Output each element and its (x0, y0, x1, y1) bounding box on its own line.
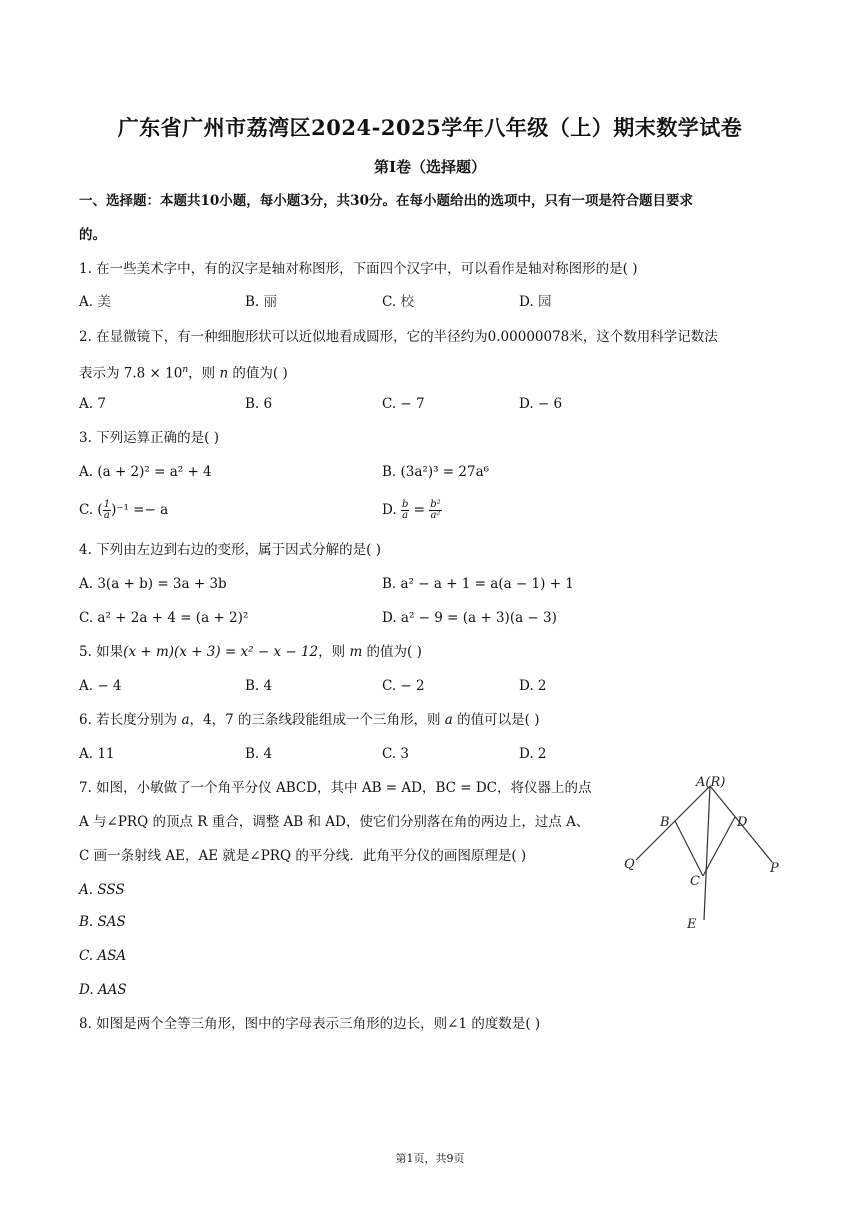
q7-option-d: D. AAS (79, 982, 127, 998)
page-title: 广东省广州市荔湾区2024-2025学年八年级（上）期末数学试卷 (117, 115, 743, 140)
q4-option-d: D. a² − 9 = (a + 3)(a − 3) (382, 610, 557, 626)
q5-option-c: C. − 2 (382, 678, 425, 694)
q1-char-image-c: 校 (400, 294, 414, 310)
q2-stem-line2: 表示为 $7.8 \times 10^n$，则 n 的值为( ) (79, 365, 288, 382)
q3-option-d: D. $\frac{b}{a}$ = $\frac{\text{b²}}{\text{a²}}$ (382, 499, 441, 521)
q3-option-b: B. (3a²)³ = 27a⁶ (382, 464, 490, 480)
q2-option-b: B. 6 (245, 396, 273, 412)
page-footer: 第1页，共9页 (395, 1152, 465, 1165)
section-instruction-line1: 一、选择题：本题共10小题，每小题3分，共30分。在每小题给出的选项中，只有一项是符合题目要求 (79, 193, 693, 209)
ray-rq (636, 786, 710, 860)
q6-option-d: D. 2 (519, 746, 547, 762)
q3-option-a: A. (a + 2)² = a² + 4 (79, 464, 212, 480)
q8-stem: 8. 如图是两个全等三角形，图中的字母表示三角形的边长，则∠1 的度数是( ) (79, 1016, 541, 1032)
label-a-r: A(R) (696, 775, 726, 790)
q1-char-image-d: 园 (537, 294, 552, 310)
q1-option-c: C. 校 (382, 294, 414, 310)
angle-bisector-figure (612, 772, 792, 932)
q2-stem-line1: 2. 在显微镜下，有一种细胞形状可以近似地看成圆形，它的半径约为0.00000078米，这个数用科学记数法 (79, 329, 718, 345)
ray-ae (704, 786, 710, 920)
q2-option-c: C. − 7 (382, 396, 425, 412)
q1-option-a: A. 美 (79, 294, 111, 310)
q7-stem-line1: 7. 如图，小敏做了一个角平分仪 ABCD，其中 AB = AD，BC = DC，将仪器上的点 (79, 780, 592, 796)
q5-stem: 5. 如果(x + m)(x + 3) = x² − x − 12，则 m 的值为( ) (79, 644, 422, 660)
q1-option-d: D. 园 (519, 294, 552, 310)
q7-stem-line3: C 画一条射线 AE，AE 就是∠PRQ 的平分线．此角平分仪的画图原理是( ) (79, 848, 527, 864)
label-p: P (770, 861, 779, 876)
segment-bc (675, 821, 703, 876)
q1-option-b: B. 丽 (245, 294, 278, 310)
q5-option-b: B. 4 (245, 678, 273, 694)
q5-option-d: D. 2 (519, 678, 547, 694)
q4-option-c: C. a² + 2a + 4 = (a + 2)² (79, 610, 249, 626)
q2-option-d: D. − 6 (519, 396, 563, 412)
label-e: E (687, 917, 697, 932)
label-q: Q (624, 857, 635, 872)
q6-stem: 6. 若长度分别为 a，4，7 的三条线段能组成一个三角形，则 a 的值可以是( ) (79, 712, 540, 728)
q1-char-image-a: 美 (97, 294, 111, 310)
section-instruction-line2: 的。 (79, 227, 106, 243)
q3-d-fraction-right: $\frac{\text{b²}}{\text{a²}}$ (430, 499, 441, 521)
q6-option-c: C. 3 (382, 746, 410, 762)
q7-option-b: B. SAS (79, 914, 126, 930)
label-b: B (660, 815, 670, 830)
q4-option-a: A. 3(a + b) = 3a + 3b (79, 576, 227, 592)
q3-stem: 3. 下列运算正确的是( ) (79, 430, 219, 446)
section-subtitle: 第I卷（选择题） (373, 158, 487, 176)
q7-option-c: C. ASA (79, 948, 127, 964)
q7-stem-line2: A 与∠PRQ 的顶点 R 重合，调整 AB 和 AD，使它们分别落在角的两边上，过点 A、 (79, 814, 590, 830)
q5-option-a: A. − 4 (79, 678, 122, 694)
q4-stem: 4. 下列由左边到右边的变形，属于因式分解的是( ) (79, 542, 381, 558)
q2-option-a: A. 7 (79, 396, 106, 412)
q6-option-a: A. 11 (79, 746, 115, 762)
q1-char-image-b: 丽 (263, 294, 278, 310)
q7-option-a: A. SSS (79, 882, 125, 898)
q3-c-fraction: $\frac{1}{a}$ (103, 499, 111, 521)
q3-option-c: C. ( $\frac{1}{a}$ )⁻¹ =− a (79, 499, 169, 521)
q6-option-b: B. 4 (245, 746, 273, 762)
label-c: C (690, 874, 700, 889)
q1-stem: 1. 在一些美术字中，有的汉字是轴对称图形，下面四个汉字中，可以看作是轴对称图形的是( ) (79, 261, 638, 277)
q3-d-fraction-left: $\frac{b}{a}$ (401, 499, 409, 521)
label-d: D (737, 815, 748, 830)
q4-option-b: B. a² − a + 1 = a(a − 1) + 1 (382, 576, 574, 592)
